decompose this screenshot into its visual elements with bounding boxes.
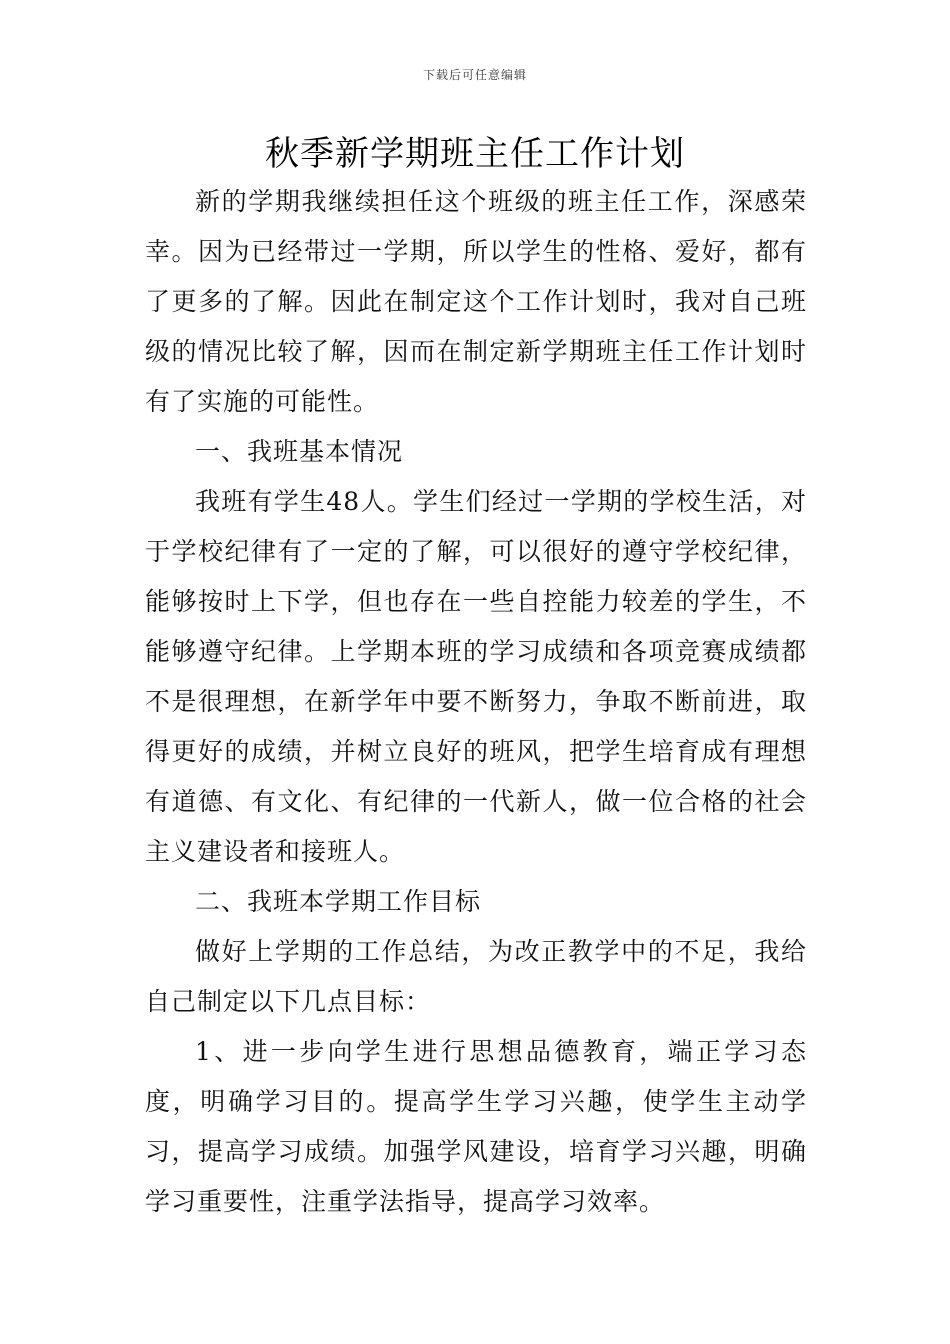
goal-item-1: 1、进一步向学生进行思想品德教育，端正学习态度，明确学习目的。提高学生学习兴趣，使学生主动学习，提高学习成绩。加强学风建设，培育学习兴趣，明确学习重要性，注重学法指导，提高学习效率。 [145,1037,807,1216]
section-heading-2: 二、我班本学期工作目标 [195,887,482,916]
section-heading-1: 一、我班基本情况 [195,437,404,466]
section-2-intro-paragraph: 做好上学期的工作总结，为改正教学中的不足，我给自己制定以下几点目标： [145,937,807,1016]
intro-paragraph: 新的学期我继续担任这个班级的班主任工作，深感荣幸。因为已经带过一学期，所以学生的性格、爱好，都有了更多的了解。因此在制定这个工作计划时，我对自己班级的情况比较了解，因而在制定新学期班主任工作计划时有了实施的可能性。 [145,187,807,416]
document-title: 秋季新学期班主任工作计划 [265,134,685,174]
document-body [145,177,807,1227]
section-1-paragraph: 我班有学生48人。学生们经过一学期的学校生活，对于学校纪律有了一定的了解，可以很好的遵守学校纪律，能够按时上下学，但也存在一些自控能力较差的学生，不能够遵守纪律。上学期本班的学习成绩和各项竞赛成绩都不是很理想，在新学年中要不断努力，争取不断前进，取得更好的成绩，并树立良好的班风，把学生培育成有理想有道德、有文化、有纪律的一代新人，做一位合格的社会主义建设者和接班人。 [145,487,807,866]
header-note: 下载后可任意编辑 [422,68,527,82]
